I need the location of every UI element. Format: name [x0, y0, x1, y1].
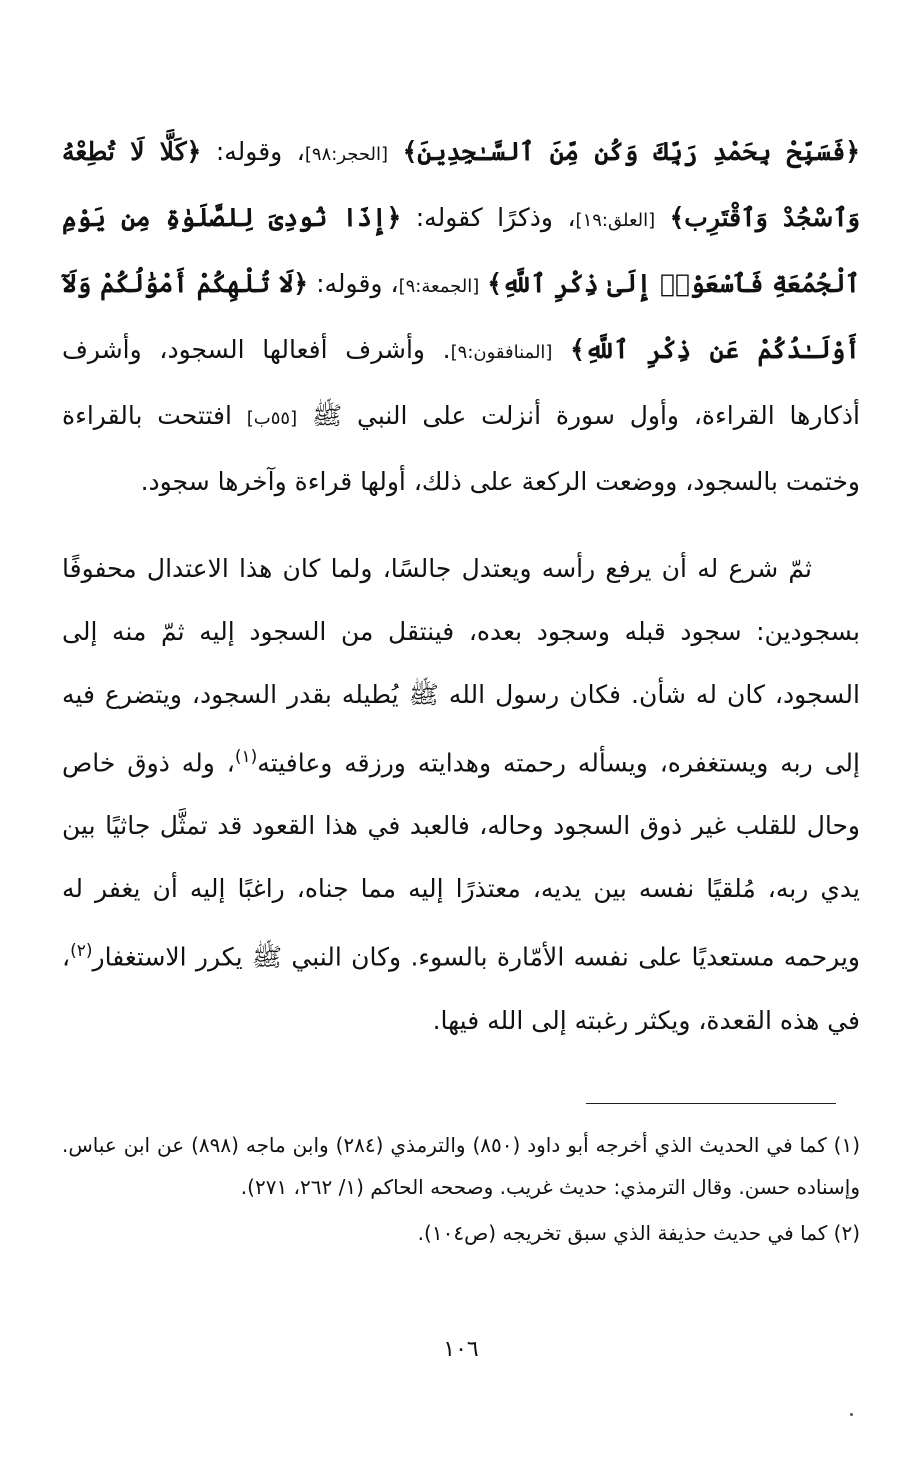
- text-segment: افتتحت بالقراءة وختمت بالسجود، ووضعت الركعة على ذلك، أولها قراءة وآخرها سجود.: [62, 401, 860, 496]
- manuscript-folio-marker: [٥٥ب]: [246, 408, 298, 429]
- text-segment: ثمّ شرع له أن يرفع رأسه ويعتدل جالسًا، ولما كان هذا الاعتدال محفوفًا بسجودين: سجود قبله وسجود بعده، فينتقل من السجود إليه ثمّ منه إلى السجود، كان له شأن. فكان رسول الله ﷺ يُطيله بقدر السجود، ويتضرع فيه إلى ربه ويستغفره، ويسأله رحمته وهدايته ورزقه وعافيته: [62, 554, 860, 778]
- verse-reference-munafiqun: [المنافقون:٩]: [450, 342, 553, 363]
- quran-bracket-close: ﴾: [402, 137, 418, 166]
- body-text: [62, 120, 860, 1052]
- verse-reference-jumua: [الجمعة:٩]: [398, 276, 480, 297]
- quran-bracket-close: ﴾: [669, 203, 685, 232]
- footnote-2: (٢) كما في حديث حذيفة الذي سبق تخريجه (ص١٠٤).: [417, 1221, 860, 1245]
- text-segment: . وأشرف أفعالها السجود، وأشرف أذكارها القراءة، وأول سورة أنزلت على النبي ﷺ: [62, 335, 861, 430]
- quran-bracket-open: ﴿: [386, 203, 402, 232]
- text-segment: ، وله ذوق خاص وحال للقلب غير ذوق السجود وحاله، فالعبد في هذا القعود قد تمثَّل جاثيًا بين يدي ربه، مُلقيًا نفسه بين يديه، معتذرًا إليه مما جناه، راغبًا إليه أن يغفر له ويرحمه مستعديًا على نفسه الأمّارة بالسوء. وكان النبي ﷺ يكرر الاستغفار: [62, 748, 860, 972]
- text-segment: ، وذكرًا كقوله:: [415, 203, 576, 232]
- footnote-marker-1[interactable]: (١): [234, 747, 258, 767]
- quran-bracket-close: ﴾: [570, 335, 585, 364]
- paragraph-1: [62, 120, 860, 513]
- text-segment: ، في هذه القعدة، ويكثر رغبته إلى الله فيها.: [62, 942, 860, 1035]
- footnote-marker-2[interactable]: (٢): [70, 941, 93, 962]
- quran-verse-alaq: كَلَّا لَا تُطِعْهُ وَٱسْجُدْ وَٱقْتَرِب: [62, 137, 860, 232]
- verse-reference-alaq: [العلق:١٩]: [575, 210, 656, 231]
- scan-speck: [850, 1413, 853, 1416]
- quran-verse-jumua: إِذَا نُودِىَ لِلصَّلَوٰةِ مِن يَوْمِ ٱلْجُمُعَةِ فَٱسْعَوْا۟ إِلَىٰ ذِكْرِ ٱللَّهِ: [62, 203, 861, 298]
- footnotes: [62, 1124, 860, 1254]
- quran-bracket-open: ﴿: [186, 137, 202, 166]
- quran-bracket-open: ﴿: [845, 137, 860, 166]
- quran-verse-munafiqun: لَا تُلْهِكُمْ أَمْوَٰلُكُمْ وَلَآ أَوْلَـٰدُكُمْ عَن ذِكْرِ ٱللَّهِ: [62, 269, 860, 364]
- verse-reference-hijr: [الحجر:٩٨]: [304, 144, 388, 165]
- text-segment: ، وقوله:: [316, 269, 399, 298]
- paragraph-2: [62, 537, 860, 1052]
- quran-verse-hijr: فَسَبِّحْ بِحَمْدِ رَبِّكَ وَكُن مِّنَ ٱلسَّـٰجِدِينَ: [417, 137, 846, 166]
- page-number: ١٠٦: [443, 1337, 479, 1362]
- quran-bracket-open: ﴿: [293, 269, 309, 298]
- text-segment: ، وقوله:: [215, 137, 305, 166]
- quran-bracket-close: ﴾: [487, 269, 502, 298]
- footnote-1: (١) كما في الحديث الذي أخرجه أبو داود (٨٥٠) والترمذي (٢٨٤) وابن ماجه (٨٩٨) عن ابن عباس. وإسناده حسن. وقال الترمذي: حديث غريب. وصححه الحاكم (١/ ٢٦٢، ٢٧١).: [62, 1133, 861, 1199]
- footnote-separator: [586, 1103, 836, 1104]
